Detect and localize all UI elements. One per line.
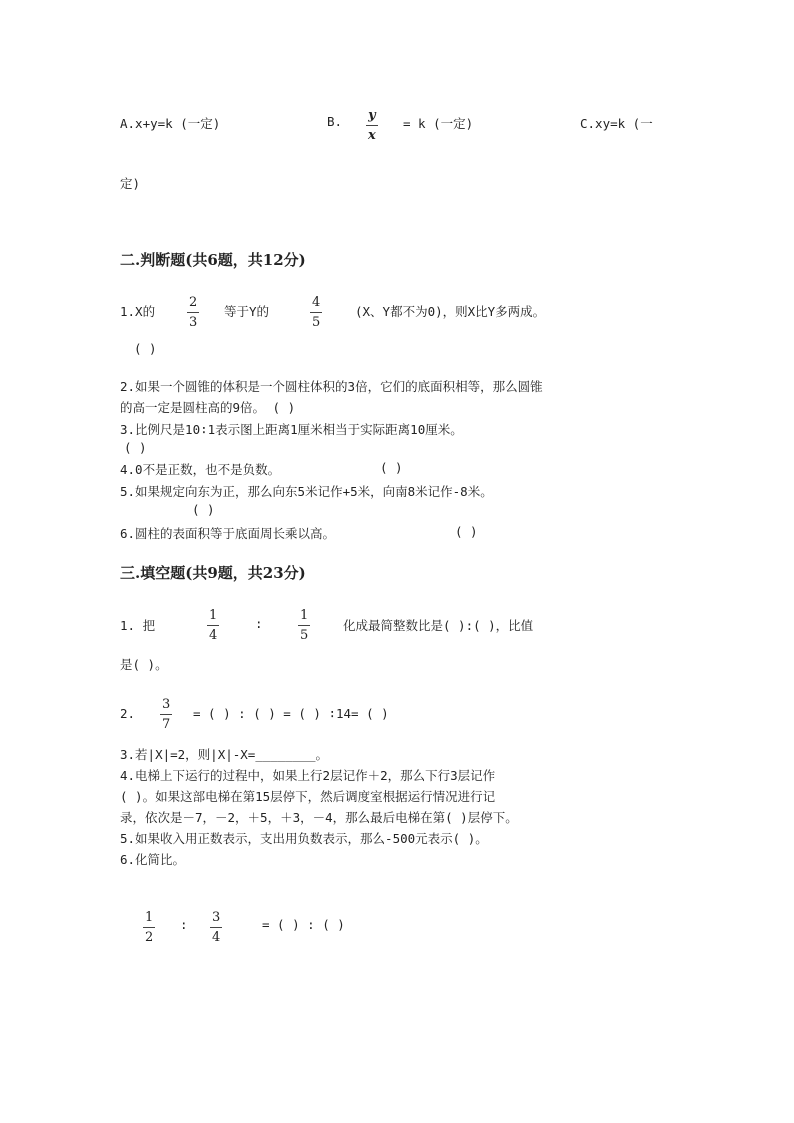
denominator: 3 [189, 315, 198, 330]
s2-q5: 5.如果规定向东为正，那么向东5米记作+5米，向南8米记作-8米。 [120, 484, 493, 499]
s2-q1-fraction-2 [310, 296, 322, 330]
s3-q2-fraction [160, 698, 172, 732]
s2-q6: 6.圆柱的表面积等于底面周长乘以高。 [120, 526, 336, 541]
fraction-bar [187, 312, 199, 313]
option-b-numerator: y [368, 108, 376, 123]
s2-q2-line2: 的高一定是圆柱高的9倍。 ( ) [120, 400, 296, 415]
fraction-bar [143, 927, 155, 928]
numerator: 1 [145, 910, 154, 925]
fraction-bar [160, 714, 172, 715]
s2-q6-answer-blank[interactable]: ( ) [455, 524, 478, 539]
option-a: A.x+y=k (一定) [120, 116, 221, 131]
section3-heading: 三.填空题(共9题，共23分) [120, 564, 306, 582]
denominator: 5 [312, 315, 321, 330]
denominator: 2 [145, 930, 154, 945]
fraction-bar [298, 625, 310, 626]
s2-q3-line1: 3.比例尺是10∶1表示图上距离1厘米相当于实际距离10厘米。 [120, 422, 463, 437]
s2-q4: 4.0不是正数，也不是负数。 [120, 462, 281, 477]
s3-q2-prefix: 2. [120, 706, 136, 721]
s2-q1-mid: 等于Y的 [224, 304, 270, 319]
s3-q1-line2: 是( )。 [120, 657, 168, 672]
s3-q3: 3.若|X|=2，则|X|-X=________。 [120, 747, 329, 762]
option-b-rest: = k (一定) [403, 116, 474, 131]
fraction-bar [310, 312, 322, 313]
s3-q1-suffix: 化成最简整数比是( ):( )，比值 [343, 618, 534, 633]
numerator: 1 [300, 608, 309, 623]
numerator: 4 [312, 295, 321, 310]
denominator: 7 [162, 717, 171, 732]
fraction-bar [366, 125, 378, 126]
option-b-denominator: x [368, 128, 376, 143]
s2-q1-answer-blank[interactable]: ( ) [134, 341, 157, 356]
option-b-fraction [366, 109, 378, 143]
s2-q1-prefix: 1.X的 [120, 304, 156, 319]
s2-q2-line1: 2.如果一个圆锥的体积是一个圆柱体积的3倍，它们的底面积相等，那么圆锥 [120, 379, 543, 394]
numerator: 3 [162, 697, 171, 712]
s2-q5-answer-blank[interactable]: ( ) [192, 502, 215, 517]
numerator: 2 [189, 295, 198, 310]
s3-q1-prefix: 1. 把 [120, 618, 156, 633]
s3-q6-fraction-2 [210, 911, 222, 945]
fraction-bar [207, 625, 219, 626]
s3-q6-colon: : [180, 917, 188, 932]
denominator: 4 [212, 930, 221, 945]
s2-q3-answer-blank[interactable]: ( ) [124, 440, 147, 455]
s2-q1-fraction-1 [187, 296, 199, 330]
s3-q1-colon: : [255, 616, 263, 631]
denominator: 4 [209, 628, 218, 643]
option-c-continued: 定) [120, 176, 141, 191]
s2-q4-answer-blank[interactable]: ( ) [380, 460, 403, 475]
s3-q1-fraction-1 [207, 609, 219, 643]
s3-q4-line2: ( )。如果这部电梯在第15层停下，然后调度室根据运行情况进行记 [120, 789, 496, 804]
s3-q4-line3: 录，依次是－7，－2，＋5，＋3，－4，那么最后电梯在第( )层停下。 [120, 810, 518, 825]
option-b-label: B. [327, 114, 343, 129]
s3-q4-line1: 4.电梯上下运行的过程中，如果上行2层记作＋2，那么下行3层记作 [120, 768, 496, 783]
s3-q5: 5.如果收入用正数表示，支出用负数表示，那么-500元表示( )。 [120, 831, 488, 846]
s3-q6-suffix: = ( ) : ( ) [262, 917, 345, 932]
s3-q6: 6.化简比。 [120, 852, 186, 867]
numerator: 1 [209, 608, 218, 623]
section2-heading: 二.判断题(共6题，共12分) [120, 251, 306, 269]
s3-q1-fraction-2 [298, 609, 310, 643]
option-c: C.xy=k (一 [580, 116, 653, 131]
s3-q6-fraction-1 [143, 911, 155, 945]
s2-q1-suffix: (X、Y都不为0)，则X比Y多两成。 [355, 304, 546, 319]
s3-q2-suffix: = ( ) : ( ) = ( ) ∶14= ( ) [193, 706, 389, 721]
numerator: 3 [212, 910, 221, 925]
fraction-bar [210, 927, 222, 928]
denominator: 5 [300, 628, 309, 643]
